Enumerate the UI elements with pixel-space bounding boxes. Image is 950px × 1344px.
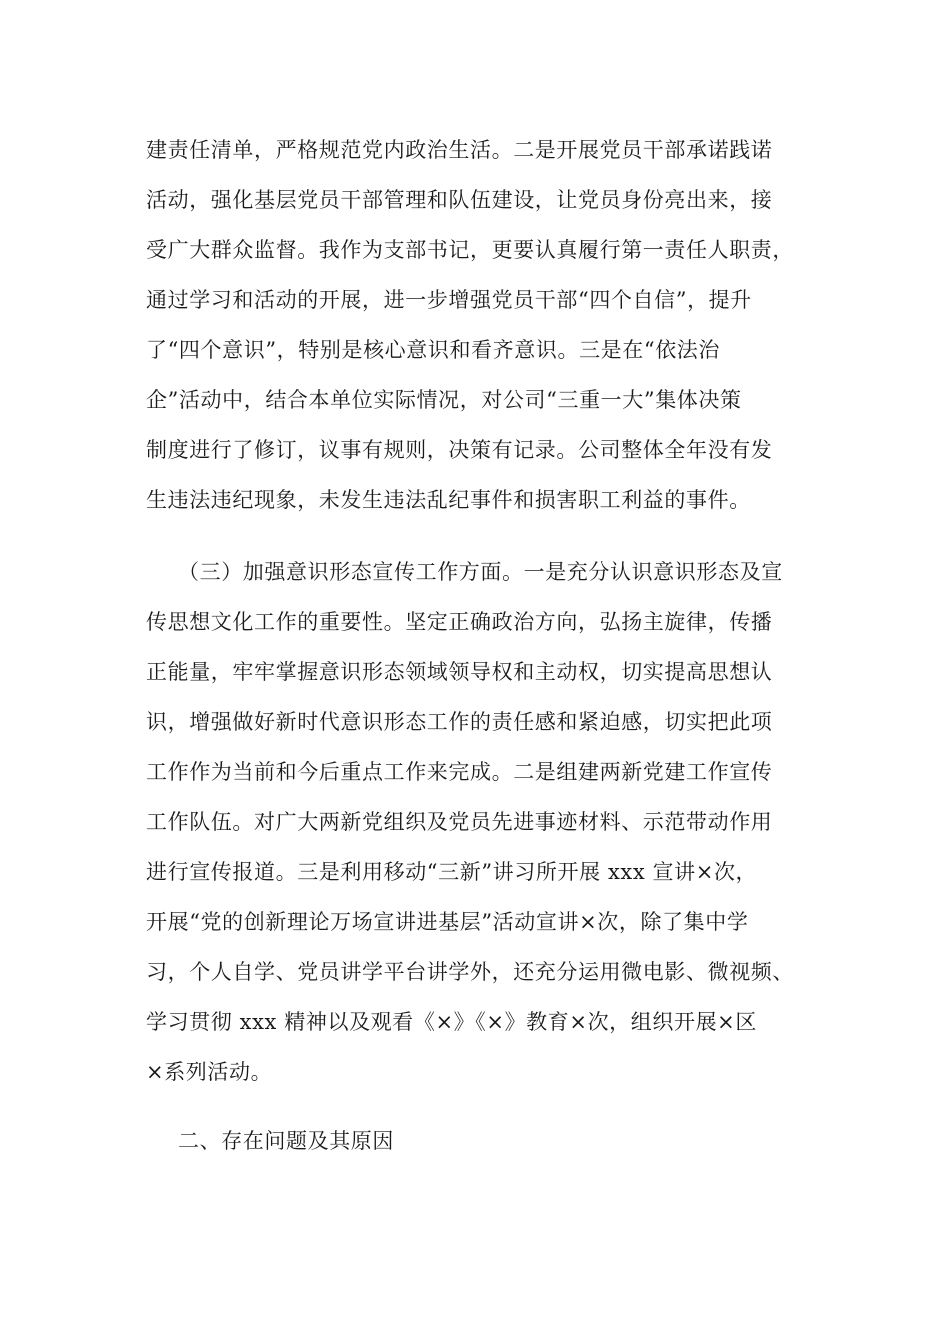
paragraph1-line-4: 通过学习和活动的开展，进一步增强党员干部“四个自信”，提升 xyxy=(146,288,752,312)
paragraph1-line-8: 生违法违纪现象，未发生违法乱纪事件和损害职工利益的事件。 xyxy=(146,488,751,512)
paragraph1-line-6: 企”活动中，结合本单位实际情况，对公司“三重一大”集体决策 xyxy=(146,388,742,412)
paragraph2-line-5: 工作作为当前和今后重点工作来完成。二是组建两新党建工作宣传 xyxy=(146,760,773,784)
paragraph2-line-2: 传思想文化工作的重要性。坚定正确政治方向，弘扬主旋律，传播 xyxy=(146,610,773,634)
paragraph1-line-7: 制度进行了修订，议事有规则，决策有记录。公司整体全年没有发 xyxy=(146,438,773,462)
section-heading: 二、存在问题及其原因 xyxy=(178,1129,394,1153)
paragraph2-line-1: （三）加强意识形态宣传工作方面。一是充分认识意识形态及宣 xyxy=(178,560,783,584)
paragraph2-line-9: 习，个人自学、党员讲学平台讲学外，还充分运用微电影、微视频、 xyxy=(146,960,794,984)
paragraph2-line-10: 学习贯彻 xxx 精神以及观看《×》《×》教育×次，组织开展×区 xyxy=(146,1010,757,1034)
paragraph2-line-3: 正能量，牢牢掌握意识形态领域领导权和主动权，切实提高思想认 xyxy=(146,660,773,684)
paragraph1-line-3: 受广大群众监督。我作为支部书记，更要认真履行第一责任人职责， xyxy=(146,238,794,262)
paragraph1-line-2: 活动，强化基层党员干部管理和队伍建设，让党员身份亮出来，接 xyxy=(146,188,773,212)
paragraph2-line-4: 识，增强做好新时代意识形态工作的责任感和紧迫感，切实把此项 xyxy=(146,710,773,734)
paragraph2-line-11: ×系列活动。 xyxy=(146,1060,273,1084)
paragraph2-line-6: 工作队伍。对广大两新党组织及党员先进事迹材料、示范带动作用 xyxy=(146,810,773,834)
paragraph2-line-7: 进行宣传报道。三是利用移动“三新”讲习所开展 xxx 宣讲×次， xyxy=(146,860,758,884)
paragraph2-line-8: 开展“党的创新理论万场宣讲进基层”活动宣讲×次，除了集中学 xyxy=(146,910,749,934)
paragraph1-line-1: 建责任清单，严格规范党内政治生活。二是开展党员干部承诺践诺 xyxy=(146,138,773,162)
paragraph1-line-5: 了“四个意识”，特别是核心意识和看齐意识。三是在“依法治 xyxy=(146,338,721,362)
